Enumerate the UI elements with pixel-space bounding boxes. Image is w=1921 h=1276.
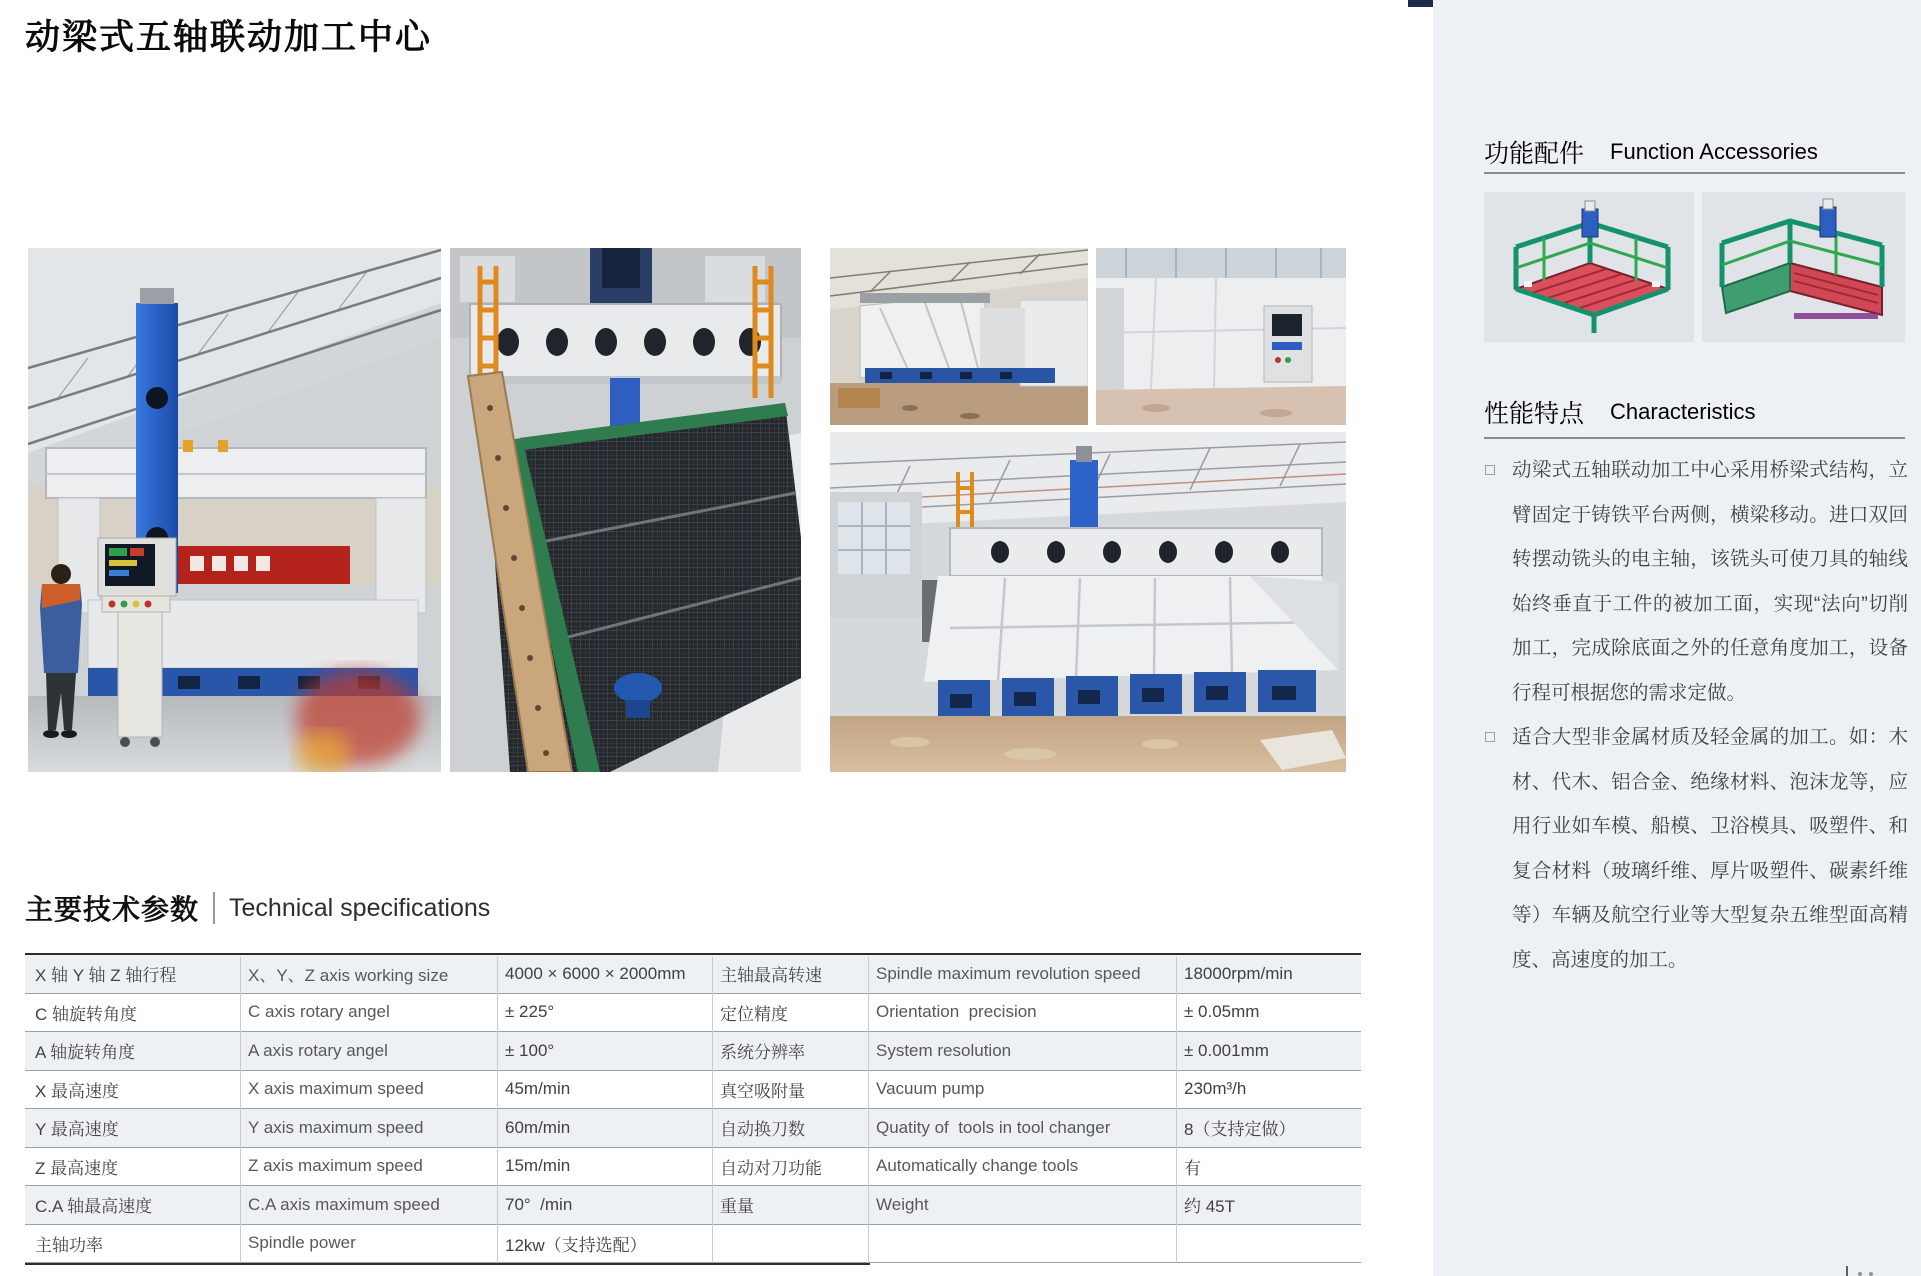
photo-gantry-beam-and-mesh-table	[450, 248, 801, 772]
cad-render-machine-frame-left-icon	[1484, 192, 1694, 342]
param-cn: X 轴 Y 轴 Z 轴行程	[35, 966, 177, 986]
param-value: 70° /min	[505, 1194, 573, 1214]
table-row	[25, 955, 1361, 994]
table-column-divider	[240, 957, 241, 1263]
function-accessories-header	[1484, 134, 1818, 170]
param-value: ± 0.001mm	[1184, 1040, 1269, 1060]
characteristics-list	[1484, 448, 1908, 982]
param-en: System resolution	[876, 1040, 1012, 1060]
machine-photo-illustration	[450, 248, 801, 772]
param-cn: C 轴旋转角度	[35, 1004, 137, 1024]
section-rule	[1484, 172, 1905, 174]
footer-divider	[1846, 1266, 1848, 1276]
param-cn: Z 最高速度	[35, 1158, 119, 1178]
table-row	[25, 1186, 1361, 1225]
param-en: A axis rotary angel	[248, 1040, 388, 1060]
param-cn: 自动换刀数	[720, 1120, 805, 1140]
param-cn: A 轴旋转角度	[35, 1043, 136, 1063]
param-en: X axis maximum speed	[248, 1079, 424, 1099]
cad-machine-illustration	[1484, 192, 1694, 342]
machine-photo-illustration	[28, 248, 441, 772]
photo-machine-panels-and-console	[1096, 248, 1346, 425]
list-item	[1484, 715, 1908, 982]
param-cn: 主轴功率	[35, 1235, 103, 1255]
specs-title-en: Technical specifications	[229, 893, 491, 922]
photo-machine-assembly-in-workshop	[830, 248, 1088, 425]
param-value: ± 100°	[505, 1040, 555, 1060]
param-en: X、Y、Z axis working size	[248, 966, 449, 986]
table-bottom-border	[25, 1263, 870, 1265]
specs-title-cn: 主要技术参数	[25, 894, 200, 925]
header-divider	[1596, 399, 1598, 426]
param-en: Spindle power	[248, 1233, 356, 1253]
param-value: ± 0.05mm	[1184, 1002, 1260, 1022]
characteristics-paragraph: 动梁式五轴联动加工中心采用桥梁式结构，立臂固定于铸铁平台两侧，横梁移动。进口双回转摆动铣头的电主轴，该铣头可使刀具的轴线始终垂直于工件的被加工面，实现“法向”切削加工，完成除底面之外的任意角度加工，设备行程可根据您的需求定做。	[1512, 459, 1908, 704]
characteristics-header	[1484, 394, 1756, 430]
param-cn: 主轴最高转速	[720, 966, 822, 986]
characteristics-title-en: Characteristics	[1610, 399, 1756, 424]
list-item	[1484, 448, 1908, 715]
param-en: Automatically change tools	[876, 1156, 1079, 1176]
table-row	[25, 1109, 1361, 1148]
cad-machine-illustration	[1702, 192, 1905, 342]
param-en: C.A axis maximum speed	[248, 1194, 440, 1214]
table-row	[25, 1032, 1361, 1071]
param-value: 18000rpm/min	[1184, 963, 1293, 983]
param-cn: X 最高速度	[35, 1081, 120, 1101]
param-value: 45m/min	[505, 1079, 571, 1099]
param-value: 230m³/h	[1184, 1079, 1247, 1099]
param-en: Vacuum pump	[876, 1079, 985, 1099]
param-cn	[712, 1225, 868, 1263]
table-row	[25, 994, 1361, 1033]
table-column-divider	[868, 957, 869, 1263]
photo-five-axis-machine-with-operator	[28, 248, 441, 772]
header-divider	[1596, 139, 1598, 166]
machine-photo-illustration	[830, 248, 1088, 425]
param-en: Weight	[876, 1194, 929, 1214]
bullet-square-icon	[1485, 732, 1495, 742]
param-value: 有	[1184, 1158, 1201, 1178]
photo-large-machine-blue-base-workshop	[830, 432, 1346, 772]
machine-photo-illustration	[1096, 248, 1346, 425]
param-value	[1176, 1225, 1361, 1263]
param-value: ± 225°	[505, 1002, 555, 1022]
param-en: Y axis maximum speed	[248, 1117, 424, 1137]
param-value: 8（支持定做）	[1184, 1120, 1296, 1140]
param-cn: 重量	[720, 1197, 754, 1217]
param-value: 15m/min	[505, 1156, 571, 1176]
param-en: Spindle maximum revolution speed	[876, 963, 1141, 983]
technical-specifications-header	[25, 888, 490, 928]
param-cn: 定位精度	[720, 1004, 788, 1024]
page-title: 动梁式五轴联动加工中心	[25, 18, 433, 57]
machine-photo-illustration	[830, 432, 1346, 772]
table-row	[25, 1225, 1361, 1264]
specifications-table	[25, 953, 1361, 1263]
param-cn: C.A 轴最高速度	[35, 1197, 153, 1217]
characteristics-title-cn: 性能特点	[1484, 400, 1585, 428]
accessories-title-cn: 功能配件	[1484, 140, 1585, 168]
right-sidebar	[1433, 0, 1921, 1276]
cad-render-machine-frame-right-icon	[1702, 192, 1905, 342]
bullet-square-icon	[1485, 465, 1495, 475]
param-cn: 真空吸附量	[720, 1081, 805, 1101]
page-number-cropped	[1846, 1266, 1886, 1276]
param-en: C axis rotary angel	[248, 1002, 390, 1022]
param-en	[868, 1225, 1176, 1263]
table-column-divider	[712, 957, 713, 1263]
accessories-title-en: Function Accessories	[1610, 139, 1818, 164]
param-en: Quatity of tools in tool changer	[876, 1117, 1111, 1137]
param-en: Z axis maximum speed	[248, 1156, 423, 1176]
param-value: 约 45T	[1184, 1197, 1236, 1217]
param-value: 12kw（支持选配）	[505, 1235, 647, 1255]
characteristics-paragraph: 适合大型非金属材质及轻金属的加工。如：木材、代木、铝合金、绝缘材料、泡沫龙等，应用行业如车模、船模、卫浴模具、吸塑件、和复合材料（玻璃纤维、厚片吸塑件、碳素纤维等）车辆及航空行业等大型复杂五维型面高精度、高速度的加工。	[1512, 726, 1908, 971]
param-value: 4000 × 6000 × 2000mm	[505, 963, 686, 983]
accessory-image-row	[1484, 192, 1905, 342]
param-cn: Y 最高速度	[35, 1120, 119, 1140]
table-column-divider	[1176, 957, 1177, 1263]
table-column-divider	[497, 957, 498, 1263]
param-cn: 系统分辨率	[720, 1043, 805, 1063]
footer-dot	[1869, 1272, 1873, 1276]
param-en: Orientation precision	[876, 1002, 1037, 1022]
param-cn: 自动对刀功能	[720, 1158, 822, 1178]
footer-dot	[1858, 1272, 1862, 1276]
header-divider	[213, 892, 215, 924]
section-rule	[1484, 437, 1905, 439]
param-value: 60m/min	[505, 1117, 571, 1137]
table-row	[25, 1148, 1361, 1187]
table-row	[25, 1071, 1361, 1110]
